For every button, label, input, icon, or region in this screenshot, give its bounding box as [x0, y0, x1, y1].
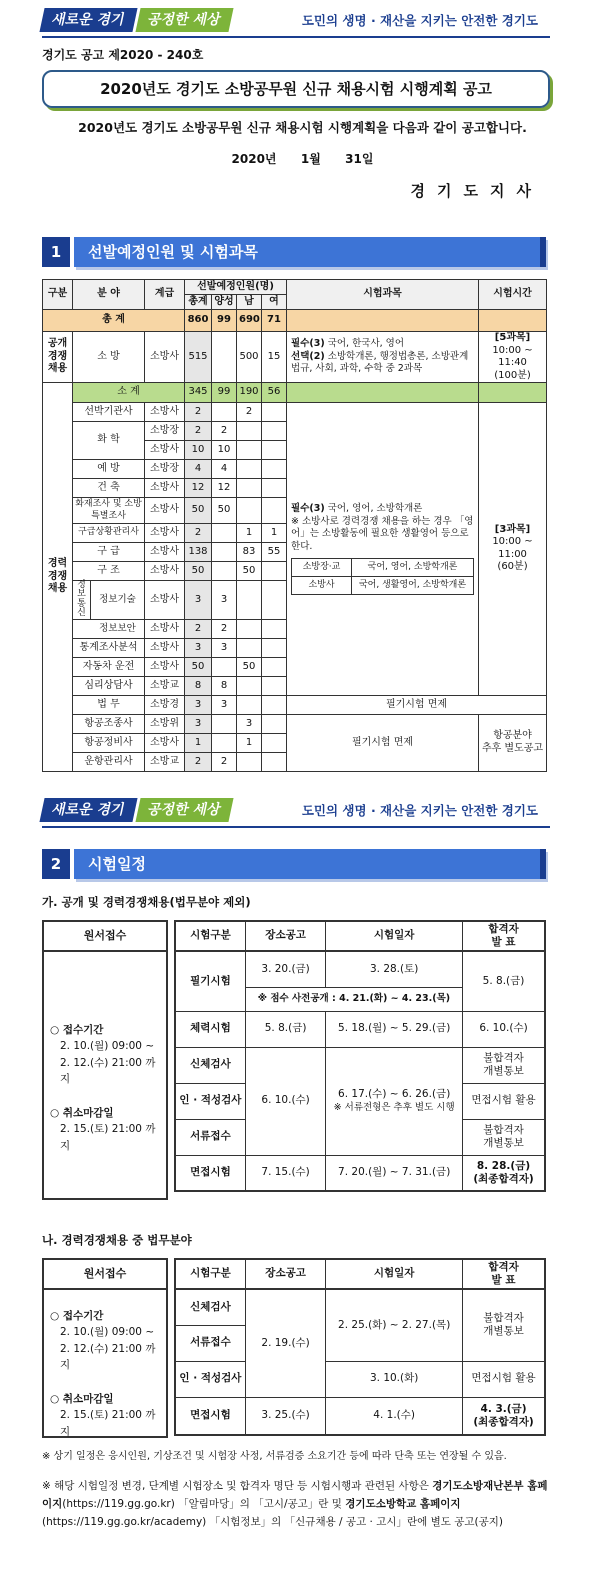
col-rank: 계급	[145, 280, 185, 310]
col-total: 총계	[185, 295, 212, 310]
table-row: 화재조사 및 소방특별조사 소방사 50 50	[43, 498, 547, 524]
col-female: 여	[262, 295, 287, 310]
section-2-header	[42, 849, 546, 879]
col-both: 양성	[212, 295, 237, 310]
row-interview: 면접시험 7. 15.(수) 7. 20.(월) ~ 7. 31.(금) 8. 28.(금) (최종합격자)	[175, 1155, 545, 1191]
row-docs: 서류접수	[175, 1325, 545, 1361]
table-row: 건 축 소방사 12 12	[43, 479, 547, 498]
col-planned: 선발예정인원(명)	[185, 280, 287, 295]
logo-fair-world: 공정한 세상	[135, 798, 233, 822]
row-interview: 면접시험 3. 25.(수) 4. 1.(수) 4. 3.(금) (최종합격자)	[175, 1397, 545, 1435]
row-docs: 서류접수 불합격자 개별통보	[175, 1119, 545, 1155]
second-banner	[42, 798, 550, 824]
section-title: 시험일정	[74, 849, 546, 879]
section-number: 1	[42, 237, 70, 267]
page-title: 2020년도 경기도 소방공무원 신규 채용시험 시행계획 공고	[42, 70, 550, 108]
row-body: 신체검사 6. 10.(수) 6. 17.(수) ~ 6. 26.(금) ※ 서류전형은 추후 별도 시행 불합격자 개별통보	[175, 1047, 545, 1083]
air-exempt: 필기시험 면제	[287, 714, 479, 771]
table-row: 구 급 소방사 138 83 55	[43, 543, 547, 562]
banner-rule	[42, 826, 550, 828]
law-exempt: 필기시험 면제	[287, 695, 547, 714]
row-body: 신체검사 2. 19.(수) 2. 25.(화) ~ 2. 27.(목) 불합격자 개별통보	[175, 1289, 545, 1325]
open-recruit-row: 공개 경쟁 채용 소 방 소방사 515 500 15 필수(3) 국어, 한국사, 영어 선택(2) 소방학개론, 행정법총론, 소방관계법규, 사회, 과학, 수학 중 2과목 [5과목] 10:00 ~ 11:40 (100분)	[43, 332, 547, 383]
announcement-note: ※ 해당 시험일정 변경, 단계별 시험장소 및 합격자 명단 등 시험시행과 관련된 사항은 경기도소방재난본부 홈페이지(https://119.gg.go.kr) 「알림마당」의 「고시/공고」란 및 경기도소방학교 홈페이지(https://119.gg.go.kr/academy) 「시험정보」의 「신규채용 / 공고 · 고시」란에 별도 공고(공지)	[42, 1480, 548, 1528]
grand-total-row: 총 계 860 99 690 71	[43, 310, 547, 332]
table-row: 구급상황관리사 소방사 2 1 1	[43, 524, 547, 543]
schedule-a-heading: 가. 공개 및 경력경쟁채용(법무분야 제외)	[42, 895, 251, 909]
schedule-b-heading: 나. 경력경쟁채용 중 법무분야	[42, 1233, 192, 1247]
table-row: 정보 통신 정보기술 소방사 3 3	[43, 581, 547, 620]
table-row: 구 조 소방사 50 50	[43, 562, 547, 581]
row-written: 필기시험 3. 20.(금) 3. 28.(토) 5. 8.(금)	[175, 951, 545, 987]
logo-fair-world: 공정한 세상	[135, 8, 233, 32]
slogan: 도민의 생명 · 재산을 지키는 안전한 경기도	[301, 13, 538, 28]
section-number: 2	[42, 849, 70, 879]
application-box-a: 원서접수 ○ 접수기간 2. 10.(월) 09:00 ~ 2. 12.(수) 21:00 까지 ○ 취소마감일 2. 15.(토) 21:00 까지	[42, 920, 168, 1200]
fire-academy-homepage-link[interactable]: 경기도소방학교 홈페이지	[345, 1497, 461, 1510]
col-male: 남	[237, 295, 262, 310]
open-time: [5과목] 10:00 ~ 11:40 (100분)	[479, 332, 547, 383]
section-title: 선발예정인원 및 시험과목	[74, 237, 546, 267]
table-row: 정보보안 소방사 2 2	[43, 619, 547, 638]
table-row: 통계조사분석 소방사 3 3	[43, 638, 547, 657]
section-1-header	[42, 237, 546, 267]
logo-new-gyeonggi: 새로운 경기	[39, 8, 137, 32]
table-row: 화 학 소방장 2 2	[43, 422, 547, 441]
subtotal-row: 경력 경쟁 채용 소 계 345 99 190 56	[43, 383, 547, 403]
info-group-label: 정보 통신	[73, 581, 91, 619]
career-type: 경력 경쟁 채용	[43, 383, 73, 772]
inner-subject-table: 소방장·교 국어, 영어, 소방학개론 소방사 국어, 생활영어, 소방학개론	[291, 558, 474, 595]
fire-hq-homepage-link[interactable]: 경기도소방재난본부 홈페이지	[42, 1480, 548, 1510]
row-physical: 체력시험 5. 8.(금) 5. 18.(월) ~ 5. 29.(금) 6. 10.(수)	[175, 1011, 545, 1047]
notice-date: 2020년 1월 31일	[231, 152, 374, 166]
table-row: 운항관리사 소방교 2 2	[43, 752, 547, 771]
col-subjects: 시험과목	[287, 280, 479, 310]
logo-new-gyeonggi: 새로운 경기	[39, 798, 137, 822]
open-subjects: 필수(3) 국어, 한국사, 영어 선택(2) 소방학개론, 행정법총론, 소방관계법규, 사회, 과학, 수학 중 2과목	[287, 332, 479, 383]
schedule-note: ※ 상기 일정은 응시인원, 기상조건 및 시험장 사정, 서류검증 소요기간 등에 따라 단축 또는 연장될 수 있음.	[42, 1451, 507, 1462]
slogan: 도민의 생명 · 재산을 지키는 안전한 경기도	[301, 803, 538, 818]
row-aptitude: 인 · 적성검사 3. 10.(화) 면접시험 활용	[175, 1361, 545, 1397]
governor-signature: 경기도지사	[410, 182, 543, 200]
row-aptitude: 인 · 적성검사 면접시험 활용	[175, 1083, 545, 1119]
air-time: 항공분야 추후 별도공고	[479, 714, 547, 771]
col-type: 구분	[43, 280, 73, 310]
col-time: 시험시간	[479, 280, 547, 310]
table-row: 항공조종사 소방위 3 3 필기시험 면제 항공분야 추후 별도공고	[43, 714, 547, 733]
table-row: 예 방 소방장 4 4	[43, 460, 547, 479]
banner-rule	[42, 36, 550, 38]
notice-number: 경기도 공고 제2020 - 240호	[42, 48, 204, 62]
table-row: 선박기관사 소방사 2 2 필수(3) 국어, 영어, 소방학개론 ※ 소방사로 경력경쟁 채용을 하는 경우 「영어」는 소방활동에 필요한 생활영어 등으로 한다. 소방장·교 국어, 영어, 소방학개론 소방사 국어, 생활영어, 소방학개론 [3과목] 10:00 ~ 11:00 (60분)	[43, 403, 547, 422]
recruitment-table	[42, 279, 547, 772]
top-banner	[42, 8, 550, 34]
schedule-table-a: 시험구분 장소공고 시험일자 합격자 발 표 필기시험 3. 20.(금) 3. 28.(토) 5. 8.(금) ※ 점수 사전공개 : 4. 21.(화) ~ 4. 23.(목) 체력시험 5. 8.(금) 5. 18.(월) ~ 5. 29.(금) 6. 10.(수) 신체검사 6. 10.(수) 6. 17.(수) ~ 6. 26.(금) ※ 서류전형은 추후 별도 시행 불합격자 개별통보 인 · 적성검사 면접시험 활용 서류접수 불합격자 개별통보 면접시험 7. 15.(수) 7. 20.(월) ~ 7. 31.(금) 8. 28.(금) (최종합격자)	[174, 920, 546, 1192]
application-box-b: 원서접수 ○ 접수기간 2. 10.(월) 09:00 ~ 2. 12.(수) 21:00 까지 ○ 취소마감일 2. 15.(토) 21:00 까지	[42, 1258, 168, 1438]
intro-text: 2020년도 경기도 소방공무원 신규 채용시험 시행계획을 다음과 같이 공고합니다.	[78, 120, 527, 135]
career-subjects: 필수(3) 국어, 영어, 소방학개론 ※ 소방사로 경력경쟁 채용을 하는 경우 「영어」는 소방활동에 필요한 생활영어 등으로 한다. 소방장·교 국어, 영어, 소방학개론 소방사 국어, 생활영어, 소방학개론	[287, 403, 479, 696]
table-row: 항공정비사 소방사 1 1	[43, 733, 547, 752]
table-row: 법 무 소방경 3 3 필기시험 면제	[43, 695, 547, 714]
schedule-table-b: 시험구분 장소공고 시험일자 합격자 발 표 신체검사 2. 19.(수) 2. 25.(화) ~ 2. 27.(목) 불합격자 개별통보 서류접수 인 · 적성검사 3. 10.(화) 면접시험 활용 면접시험 3. 25.(수) 4. 1.(수) 4. 3.(금) (최종합격자)	[174, 1258, 546, 1436]
table-row: 자동차 운전 소방사 50 50	[43, 657, 547, 676]
career-time: [3과목] 10:00 ~ 11:00 (60분)	[479, 403, 547, 696]
table-row: 소방사 10 10	[43, 441, 547, 460]
table-row: 심리상담사 소방교 8 8	[43, 676, 547, 695]
col-field: 분 야	[73, 280, 145, 310]
